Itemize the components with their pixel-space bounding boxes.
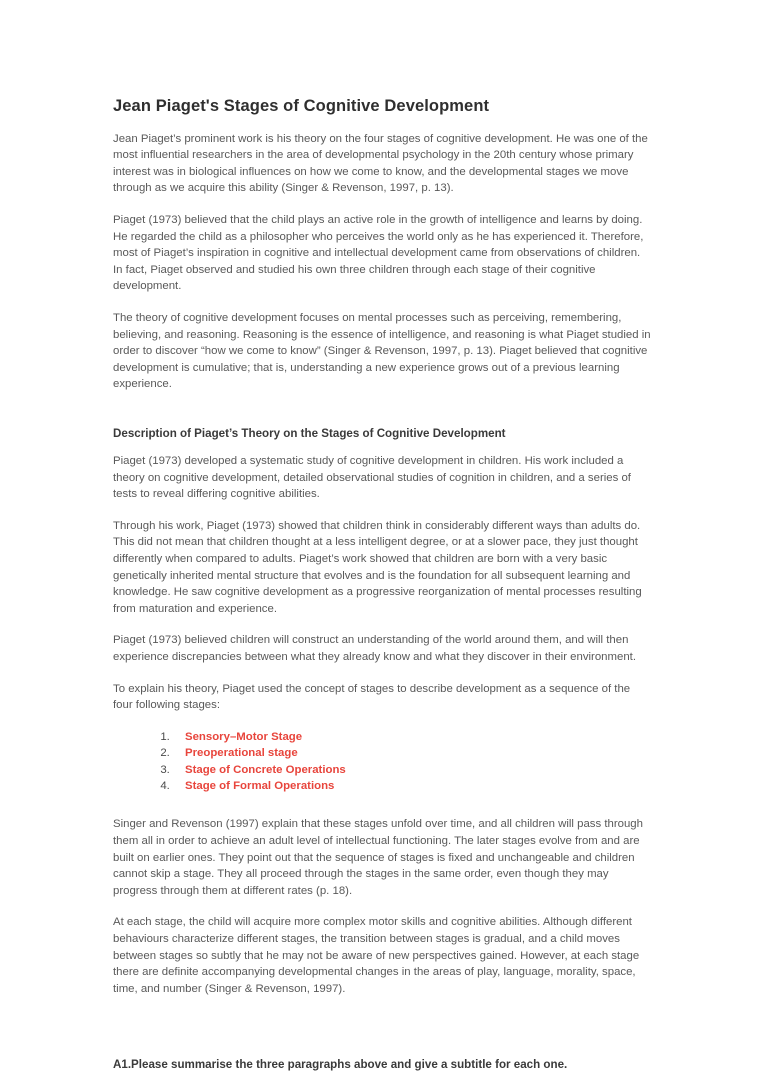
section-paragraph-2: Through his work, Piaget (1973) showed that children think in considerably different ways than adults do. This did not mean that children thought at a less intelligent degree, or at a slower pace, they just thought differently when compared to adults. Piaget’s work showed that children are born with a very basic genetically inherited mental structure that evolves and is the foundation for all subsequent learning and knowledge. He saw cognitive development as a progressive reorganization of mental processes resulting from maturation and experience. (113, 519, 642, 615)
section-heading: Description of Piaget’s Theory on the Stages of Cognitive Development (113, 426, 506, 440)
section-paragraph-5: Singer and Revenson (1997) explain that these stages unfold over time, and all children will pass through them all in order to achieve an adult level of intellectual functioning. The later stages evolve from and are built on earlier ones. They point out that the sequence of stages is fixed and unchangeable and children cannot skip a stage. They all proceed through the stages in the same order, even though they may progress through them at different rates (p. 18). (113, 818, 643, 897)
stage-label-1: Sensory–Motor Stage (185, 730, 303, 743)
list-item (173, 745, 651, 761)
list-item (173, 778, 651, 794)
list-item (173, 762, 651, 778)
stage-label-3: Stage of Concrete Operations (185, 763, 346, 776)
page-title: Jean Piaget's Stages of Cognitive Development (113, 97, 490, 115)
section-paragraph-1: Piaget (1973) developed a systematic study of cognitive development in children. His work included a theory on cognitive development, detailed observational studies of cognition in children, and a series of tests to reveal differing cognitive abilities. (113, 455, 631, 501)
question-spacer (113, 1012, 651, 1057)
section-paragraph-4: To explain his theory, Piaget used the concept of stages to describe development as a sequence of the four following stages: (113, 682, 631, 712)
list-item (173, 729, 651, 745)
stage-label-2: Preoperational stage (185, 747, 298, 760)
section-paragraph-3: Piaget (1973) believed children will construct an understanding of the world around them, and will then experience discrepancies between what they already know and what they discover in their environment. (113, 634, 636, 663)
intro-paragraph-1: Jean Piaget’s prominent work is his theory on the four stages of cognitive development. He was one of the most influential researchers in the area of developmental psychology in the 20th century whose primary interest was in biological influences on how we come to know, and the developmental stages we move through as we acquire this ability (Singer & Revenson, 1997, p. 13). (113, 132, 648, 195)
stage-label-4: Stage of Formal Operations (185, 779, 335, 792)
question-prompt: A1.Please summarise the three paragraphs above and give a subtitle for each one. (113, 1058, 568, 1072)
section-paragraph-6: At each stage, the child will acquire more complex motor skills and cognitive abilities. Although different behaviours characterize different stages, the transition between stages is gradual, and a child moves between stages so subtly that he may not be aware of new perspectives gained. However, at each stage there are definite accompanying developmental changes in the areas of play, language, morality, space, time, and number (Singer & Revenson, 1997). (113, 916, 640, 995)
section-spacer (113, 408, 651, 426)
stages-list (113, 729, 651, 795)
intro-paragraph-2: Piaget (1973) believed that the child plays an active role in the growth of intelligence and learns by doing. He regarded the child as a philosopher who perceives the world only as he has experienced it. Therefore, most of Piaget’s inspiration in cognitive and intellectual development came from observations of children. In fact, Piaget observed and studied his own three children through each stage of their cognitive development. (113, 214, 644, 293)
intro-paragraph-3: The theory of cognitive development focuses on mental processes such as perceiving, remembering, believing, and reasoning. Reasoning is the essence of intelligence, and reasoning is what Piaget studied in order to discover “how we come to know” (Singer & Revenson, 1997, p. 13). Piaget believed that cognitive development is cumulative; that is, understanding a new experience grows out of a previous learning experience. (113, 311, 651, 391)
